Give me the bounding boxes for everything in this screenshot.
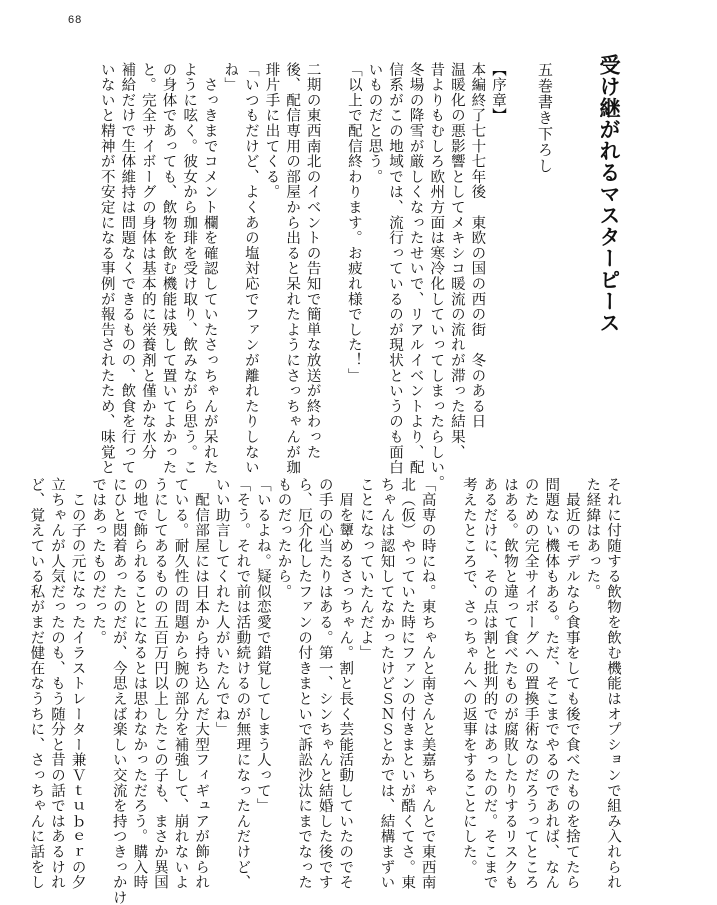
page-number: 68: [68, 14, 83, 26]
story-subtitle: 五巻書き下ろし: [536, 62, 554, 174]
body-text-upper-tier: 【序章】 本編終了七十七年後 東欧の国の西の街 冬のある日 温暖化の悪影響としてメキシコ暖流の流れが滞った結果、 昔よりもむしろ欧州方面は寒冷化していってしまったらしい。 冬場の降雪が厳しくなったせいで、リアルイベントより、配 信系がこの地域では、流行っているのが現状というのも面白 いものだと思う。 「以上で配信終わります。お疲れ様でした！」 二期の東西南北のイベントの告知で簡単な放送が終わった 後、配信専用の部屋から出ると呆れたようにさっちゃんが珈 琲片手に出てくる。 「いつもだけど、よくあの塩対応でファンが離れたりしない ね」 さっきまでコメント欄を確認していたさっちゃんが呆れた ように呟く。彼女から珈琲を受け取り、飲みながら思う。こ の身体であっても、飲物を飲む機能は残して置いてよかった と。完全サイボーグの身体は基本的に栄養剤と僅かな水分 補給だけで生体維持は問題なくできるものの、飲食を行って いないと精神が不安定になる事例が報告されたため、味覚と: [98, 62, 506, 491]
story-title: 受け継がれるマスターピース: [597, 54, 622, 334]
body-text-lower-tier: それに付随する飲物を飲む機能はオプションで組み入れられ た経緯はあった。 最近のモデルなら食事をしても後で食べたものを捨てたら 問題ない機体もある。ただ、そこまでやるのであれば、なん のための完全サイボーグへの置換手術なのだろうってところ はある。飲物と違って食べたものが腐敗したりするリスクも あるだけに、その点は割と批判的ではあったのだ。そこまで 考えたところで、さっちゃんへの返事をすることにした。 「高専の時にね。東ちゃんと南さんと美嘉ちゃんとで東西南 北（仮）やっていた時にファンの付きまといが酷くてさ。東 ちゃんは認知してなかったけどＳＮＳとかでは、結構まずい ことになっていたんだよ」 眉を顰めるさっちゃん。割と長く芸能活動していたのでそ の手の心当たりはある。第一、シンちゃんと結婚した後です ら、厄介化したファンの付きまといで訴訟沙汰にまでなった ものだったから。 「いるよね。疑似恋愛で錯覚してしまう人って」 「そう。それで前は活動続けるのが無理になったんだけど、 いい助言してくれた人がいたんでね」 配信部屋には日本から持ち込んだ大型フィギュアが飾られ ている。耐久性の問題から腕の部分を補強して、崩れないよ うにしてあるものの五百万円以上したこの子も、まさか異国 の地で飾られることになるとは思わなかっただろう。購入時 にひと悶着あったのだが、今思えば楽しい交流を持つきっかけ ではあったものだった。 この子の元になったイラストレーター兼Ｖｔｕｂｅｒの夕 立ちゃんが人気だったのも、もう随分と昔の話ではあるけれ ど、覚えている私がまだ健在なうちに、さっちゃんに話をし: [28, 477, 621, 905]
